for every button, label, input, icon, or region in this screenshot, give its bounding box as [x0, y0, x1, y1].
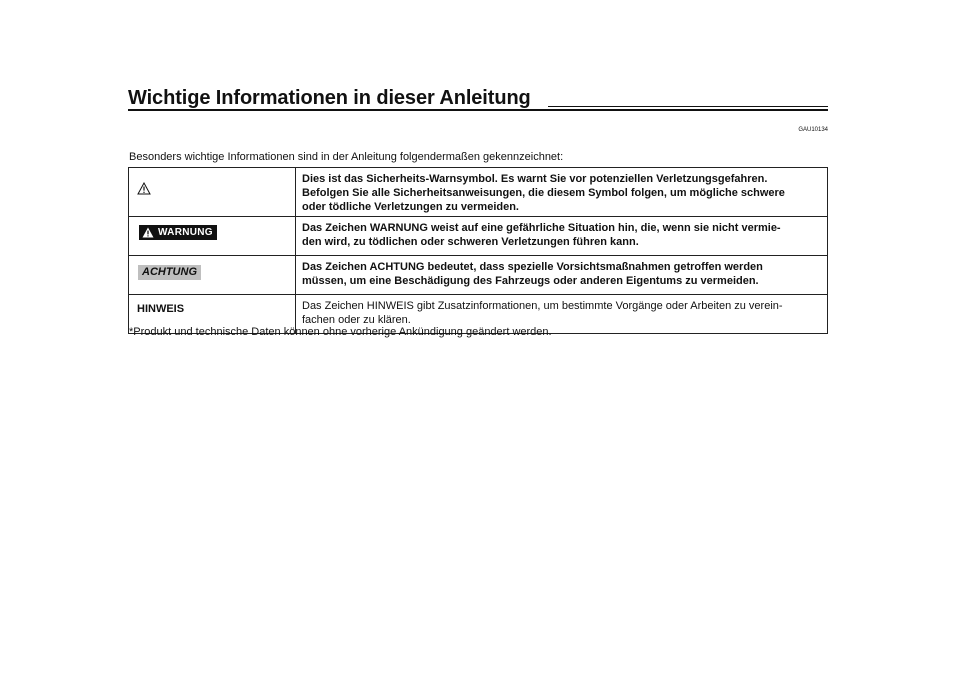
table-row-warnung [129, 216, 827, 255]
intro-text: Besonders wichtige Informationen sind in der Anleitung folgendermaßen gekennzeichnet: [129, 151, 564, 163]
warnung-label: WARNUNG [158, 227, 213, 238]
description-cell [296, 168, 827, 216]
description-line: Das Zeichen ACHTUNG bedeutet, dass spezielle Vorsichtsmaßnahmen getroffen werden [302, 261, 763, 273]
symbol-cell [129, 256, 296, 294]
description-cell [296, 256, 827, 294]
description-line: den wird, zu tödlichen oder schweren Verletzungen führen kann. [302, 236, 639, 248]
description-line: Befolgen Sie alle Sicherheitsanweisungen, die diesem Symbol folgen, um mögliche schwere [302, 187, 785, 199]
hinweis-label: HINWEIS [137, 303, 185, 315]
description-line: Dies ist das Sicherheits-Warnsymbol. Es warnt Sie vor potenziellen Verletzungsgefahren. [302, 173, 768, 185]
footnote: *Produkt und technische Daten können ohne vorherige Ankündigung geändert werden. [129, 326, 552, 338]
description-line: oder tödliche Verletzungen zu vermeiden. [302, 201, 519, 213]
document-code: GAU10134 [798, 127, 828, 133]
description-line: müssen, um eine Beschädigung des Fahrzeugs oder anderen Eigentums zu vermeiden. [302, 275, 759, 287]
description-line: Das Zeichen HINWEIS gibt Zusatzinformationen, um bestimmte Vorgänge oder Arbeiten zu verein- [302, 300, 783, 312]
table-row-safety-symbol [129, 168, 827, 216]
symbol-cell [129, 217, 296, 255]
description-cell [296, 217, 827, 255]
table-row-achtung [129, 255, 827, 294]
title-rule [128, 109, 828, 111]
title-rule-thin [548, 106, 828, 107]
description-line: Das Zeichen WARNUNG weist auf eine gefährliche Situation hin, die, wenn sie nicht vermie- [302, 222, 781, 234]
info-table [128, 167, 828, 334]
description-line: fachen oder zu klären. [302, 314, 411, 326]
warning-triangle-icon [137, 182, 151, 200]
warnung-badge [139, 225, 217, 240]
warning-triangle-icon [142, 227, 154, 238]
achtung-badge: ACHTUNG [138, 265, 201, 280]
symbol-cell [129, 168, 296, 216]
page-title: Wichtige Informationen in dieser Anleitung [128, 87, 531, 109]
